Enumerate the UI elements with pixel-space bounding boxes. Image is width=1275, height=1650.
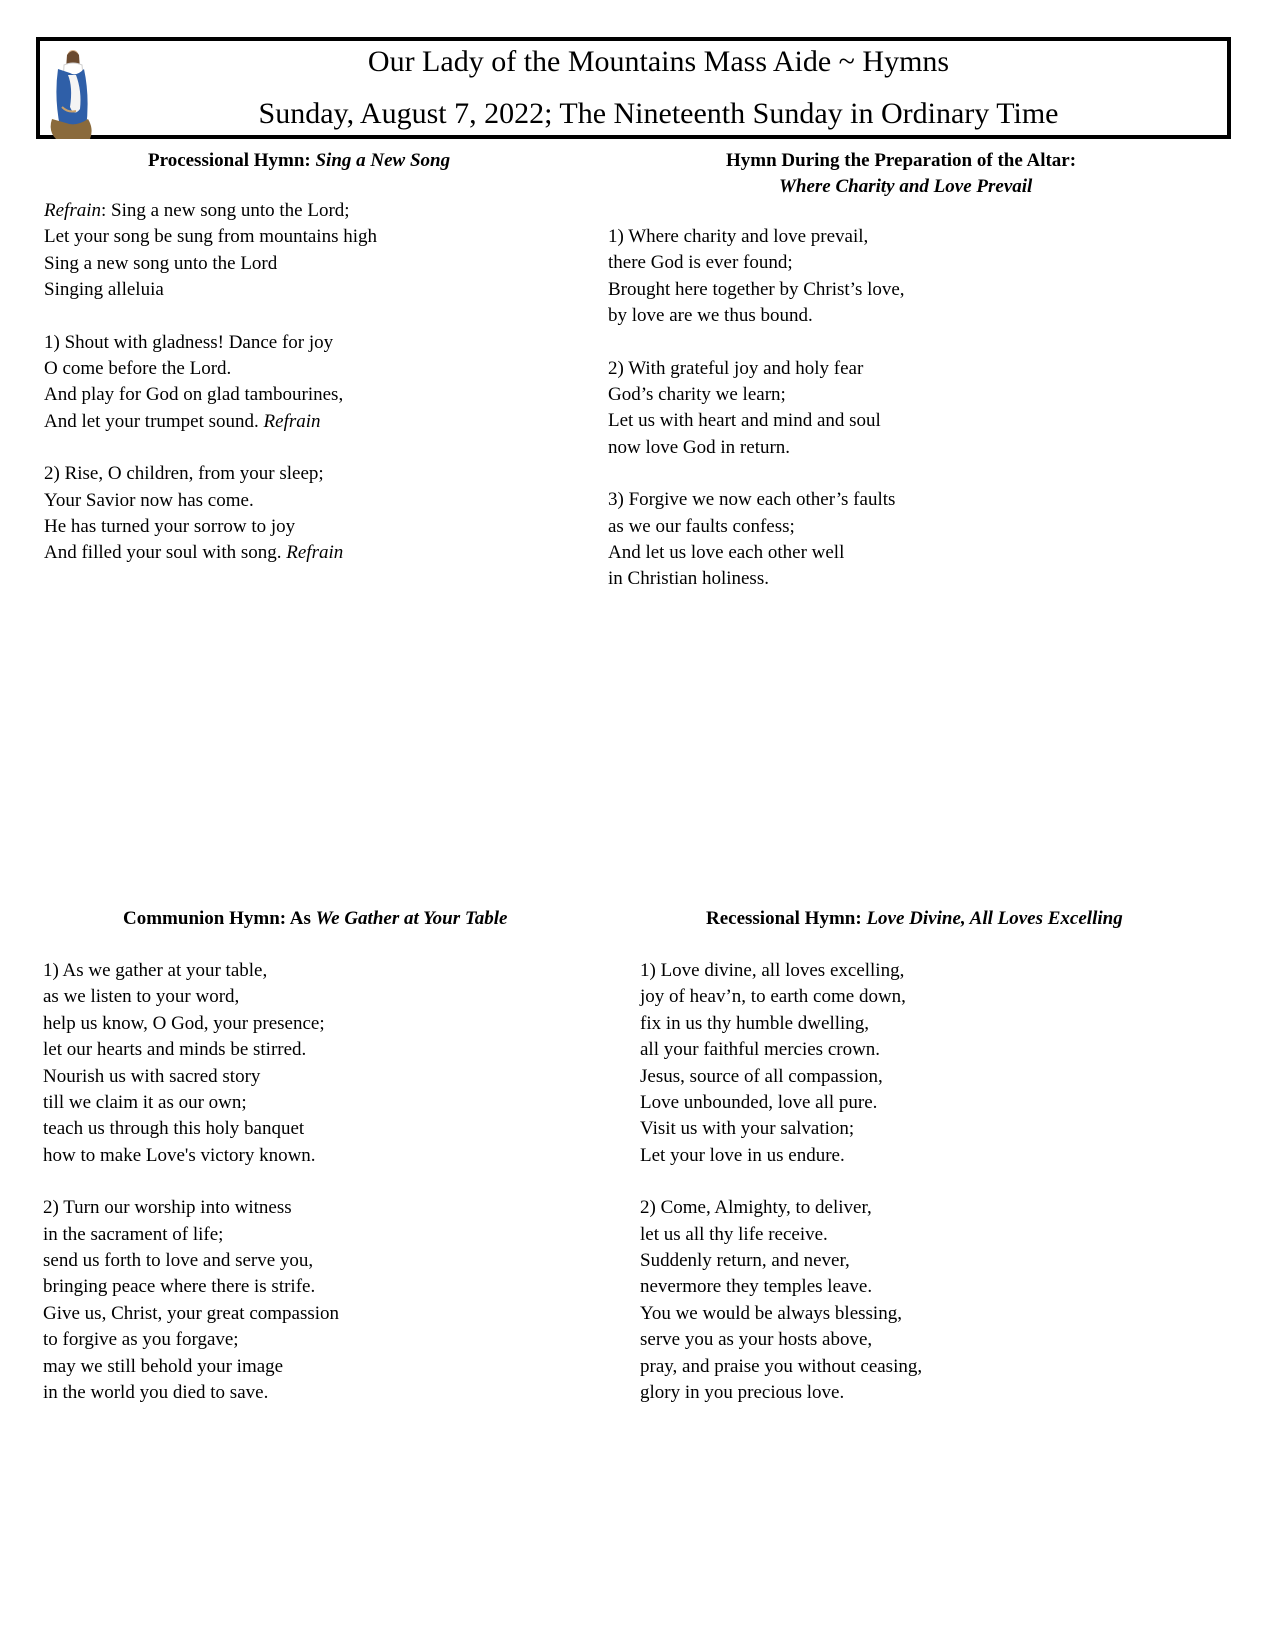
verse-line: now love God in return.	[608, 436, 791, 458]
verse-3	[608, 487, 1228, 593]
verse-line: And let us love each other well	[608, 542, 845, 564]
heading-title: We Gather at Your Table	[315, 908, 508, 929]
communion-hymn	[43, 906, 603, 1407]
heading-title: Sing a New Song	[315, 150, 451, 171]
verse-line: bringing peace where there is strife.	[43, 1276, 316, 1298]
verse-line: in the sacrament of life;	[43, 1223, 224, 1245]
preparation-heading	[608, 148, 1228, 200]
verse-line: 3) Forgive we now each other’s faults	[608, 489, 896, 511]
heading-title: Love Divine, All Loves Excelling	[866, 908, 1123, 929]
verse-line: Love unbounded, love all pure.	[640, 1092, 878, 1114]
verse-line: Visit us with your salvation;	[640, 1118, 855, 1140]
verse-line: teach us through this holy banquet	[43, 1118, 305, 1140]
verse-line: as we our faults confess;	[608, 515, 795, 537]
madonna-image	[46, 47, 96, 143]
verse-line: by love are we thus bound.	[608, 305, 813, 327]
verse-line: in the world you died to save.	[43, 1382, 269, 1404]
verse-2	[608, 356, 1228, 462]
communion-heading	[43, 906, 603, 932]
refrain-tag: Refrain	[286, 542, 344, 564]
verse-line: You we would be always blessing,	[640, 1302, 902, 1324]
verse-line: 1) Love divine, all loves excelling,	[640, 960, 905, 981]
verse-line: 2) Come, Almighty, to deliver,	[640, 1197, 872, 1219]
verse-line: send us forth to love and serve you,	[43, 1250, 314, 1272]
verse-line: Let us with heart and mind and soul	[608, 410, 881, 432]
verse-text: And let your trumpet sound.	[44, 410, 264, 432]
verse-line: God’s charity we learn;	[608, 384, 786, 406]
verse-line: may we still behold your image	[43, 1355, 284, 1377]
verse-line: joy of heav’n, to earth come down,	[640, 986, 906, 1008]
verse-2	[44, 461, 584, 567]
refrain-tag: Refrain	[263, 410, 321, 432]
verse-line: how to make Love's victory known.	[43, 1144, 316, 1166]
verse-line: nevermore they temples leave.	[640, 1276, 873, 1298]
verse-1	[44, 330, 584, 436]
verse-line: Your Savior now has come.	[44, 489, 254, 511]
verse-line: 1) As we gather at your table,	[43, 960, 268, 981]
heading-title: Where Charity and Love Prevail	[779, 176, 1033, 197]
verse-line: pray, and praise you without ceasing,	[640, 1355, 923, 1377]
header-box	[36, 37, 1231, 139]
verse-line: He has turned your sorrow to joy	[44, 516, 296, 538]
verse-line: Brought here together by Christ’s love,	[608, 278, 905, 300]
processional-heading	[44, 148, 584, 174]
verse-1	[608, 224, 1228, 330]
verse-line: Let your song be sung from mountains high	[44, 226, 377, 248]
recessional-hymn	[640, 906, 1240, 1407]
verse-line: serve you as your hosts above,	[640, 1329, 873, 1351]
verse-line	[44, 540, 584, 566]
verse-line	[44, 198, 584, 224]
refrain-block	[44, 198, 584, 304]
document-title: Our Lady of the Mountains Mass Aide ~ Hymns	[367, 45, 950, 78]
verse-line	[44, 409, 584, 435]
verse-text: And filled your soul with song.	[44, 542, 287, 564]
verse-line: 1) Where charity and love prevail,	[608, 226, 869, 247]
verse-line: Suddenly return, and never,	[640, 1250, 850, 1272]
verse-2	[640, 1195, 1240, 1406]
verse-line: glory in you precious love.	[640, 1382, 845, 1404]
verse-line: 2) With grateful joy and holy fear	[608, 357, 864, 379]
verse-line: Sing a new song unto the Lord	[44, 252, 278, 274]
verse-line: as we listen to your word,	[43, 986, 240, 1008]
heading-label: Hymn During the Preparation of the Altar:	[726, 150, 1077, 171]
verse-line: to forgive as you forgave;	[43, 1329, 239, 1351]
refrain-text: : Sing a new song unto the Lord;	[101, 200, 350, 221]
verse-line: Give us, Christ, your great compassion	[43, 1302, 340, 1324]
verse-line: Singing alleluia	[44, 279, 164, 301]
verse-line: till we claim it as our own;	[43, 1092, 247, 1114]
verse-line: Let your love in us endure.	[640, 1144, 845, 1166]
document-subtitle: Sunday, August 7, 2022; The Nineteenth Sunday in Ordinary Time	[258, 97, 1059, 130]
heading-label: Recessional Hymn:	[706, 908, 867, 929]
preparation-hymn	[608, 148, 1228, 593]
verse-line: help us know, O God, your presence;	[43, 1012, 325, 1034]
verse-line: 2) Turn our worship into witness	[43, 1197, 292, 1219]
verse-line: fix in us thy humble dwelling,	[640, 1012, 870, 1034]
verse-1	[640, 958, 1240, 1169]
heading-label: Processional Hymn:	[148, 150, 316, 171]
refrain-label: Refrain	[44, 200, 101, 221]
verse-line: Nourish us with sacred story	[43, 1065, 261, 1087]
recessional-heading	[640, 906, 1240, 932]
verse-1	[43, 958, 603, 1169]
verse-line: there God is ever found;	[608, 252, 793, 274]
processional-hymn	[44, 148, 584, 567]
verse-line: all your faithful mercies crown.	[640, 1039, 881, 1061]
verse-line: 2) Rise, O children, from your sleep;	[44, 463, 324, 485]
heading-label: Communion Hymn: As	[123, 908, 316, 929]
verse-2	[43, 1195, 603, 1406]
verse-line: in Christian holiness.	[608, 568, 769, 590]
verse-line: 1) Shout with gladness! Dance for joy	[44, 331, 334, 353]
verse-line: let our hearts and minds be stirred.	[43, 1039, 307, 1061]
verse-line: let us all thy life receive.	[640, 1223, 828, 1245]
verse-line: And play for God on glad tambourines,	[44, 384, 344, 406]
verse-line: O come before the Lord.	[44, 358, 232, 380]
verse-line: Jesus, source of all compassion,	[640, 1065, 883, 1087]
